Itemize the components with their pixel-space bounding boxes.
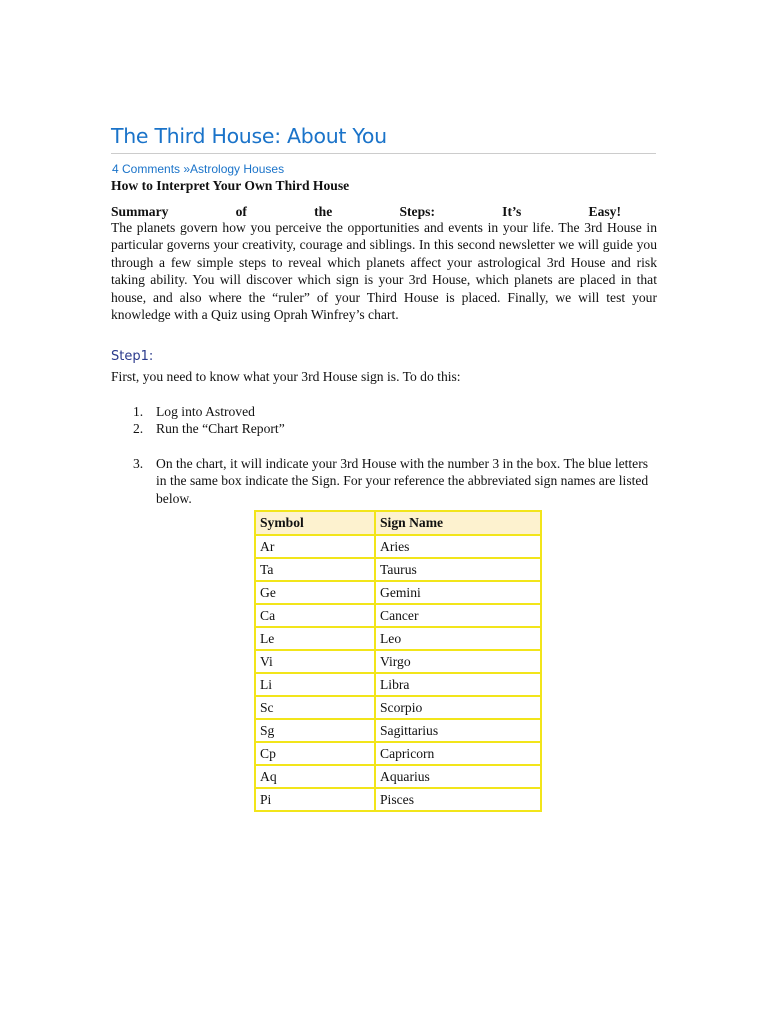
steps-list <box>111 403 657 507</box>
article-subheading: How to Interpret Your Own Third House <box>111 178 350 193</box>
table-row <box>255 604 541 627</box>
symbol-cell: Vi <box>255 650 375 673</box>
summary-word: Easy! <box>588 204 621 219</box>
list-item-number: 3. <box>133 455 144 471</box>
symbol-cell: Li <box>255 673 375 696</box>
sign-name-cell: Gemini <box>375 581 541 604</box>
table-row <box>255 788 541 811</box>
summary-word: Summary <box>111 204 169 219</box>
sign-name-cell: Capricorn <box>375 742 541 765</box>
symbol-cell: Pi <box>255 788 375 811</box>
list-item-text: Run the “Chart Report” <box>156 421 285 437</box>
symbol-cell: Sg <box>255 719 375 742</box>
sign-name-cell: Sagittarius <box>375 719 541 742</box>
summary-word: of <box>235 204 247 219</box>
table-row <box>255 696 541 719</box>
list-item-text: Log into Astroved <box>156 404 255 419</box>
summary-word: the <box>314 204 333 219</box>
title-divider <box>111 153 656 154</box>
category-link[interactable]: Astrology Houses <box>190 162 285 176</box>
symbol-cell: Le <box>255 627 375 650</box>
list-item <box>111 420 657 437</box>
sign-table <box>254 510 542 812</box>
list-item <box>111 403 657 420</box>
comments-link[interactable]: 4 Comments » <box>112 162 191 176</box>
table-row <box>255 627 541 650</box>
symbol-cell: Cp <box>255 742 375 765</box>
symbol-cell: Sc <box>255 696 375 719</box>
sign-name-cell: Libra <box>375 673 541 696</box>
table-row <box>255 535 541 558</box>
table-row <box>255 558 541 581</box>
list-item <box>111 455 657 507</box>
column-header-symbol: Symbol <box>255 511 375 535</box>
table-header-row <box>255 511 541 535</box>
sign-name-cell: Aquarius <box>375 765 541 788</box>
table-row <box>255 581 541 604</box>
step-heading: Step1: <box>111 349 154 364</box>
page-title[interactable]: The Third House: About You <box>111 124 387 148</box>
table-row <box>255 742 541 765</box>
step-intro: First, you need to know what your 3rd House sign is. To do this: <box>111 369 461 384</box>
summary-paragraph: The planets govern how you perceive the opportunities and events in your life. The 3rd House in particular governs your creativity, courage and siblings. In this second newsletter we will guide you through a few simple steps to reveal which planets affect your astrological 3rd House and risk taking ability. You will discover which sign is your 3rd House, which planets are placed in that house, and also where the “ruler” of your Third House is placed. Finally, we will test your knowledge with a Quiz using Oprah Winfrey’s chart. <box>111 220 657 323</box>
sign-name-cell: Aries <box>375 535 541 558</box>
symbol-cell: Aq <box>255 765 375 788</box>
symbol-cell: Ge <box>255 581 375 604</box>
sign-name-cell: Leo <box>375 627 541 650</box>
sign-name-cell: Cancer <box>375 604 541 627</box>
symbol-cell: Ca <box>255 604 375 627</box>
sign-name-cell: Taurus <box>375 558 541 581</box>
list-item-text: On the chart, it will indicate your 3rd House with the number 3 in the box. The blue letters in the same box indicate the Sign. For your reference the abbreviated sign names are listed below. <box>156 455 649 506</box>
symbol-cell: Ta <box>255 558 375 581</box>
column-header-sign-name: Sign Name <box>375 511 541 535</box>
sign-name-cell: Scorpio <box>375 696 541 719</box>
summary-word: Steps: <box>399 204 435 219</box>
summary-heading <box>111 204 621 220</box>
symbol-cell: Ar <box>255 535 375 558</box>
table-row <box>255 650 541 673</box>
table-row <box>255 765 541 788</box>
sign-name-cell: Virgo <box>375 650 541 673</box>
table-row <box>255 673 541 696</box>
summary-word: It’s <box>502 204 522 219</box>
list-item-number: 2. <box>133 421 144 437</box>
table-row <box>255 719 541 742</box>
list-item-number: 1. <box>133 404 144 419</box>
post-meta <box>112 162 284 176</box>
sign-name-cell: Pisces <box>375 788 541 811</box>
